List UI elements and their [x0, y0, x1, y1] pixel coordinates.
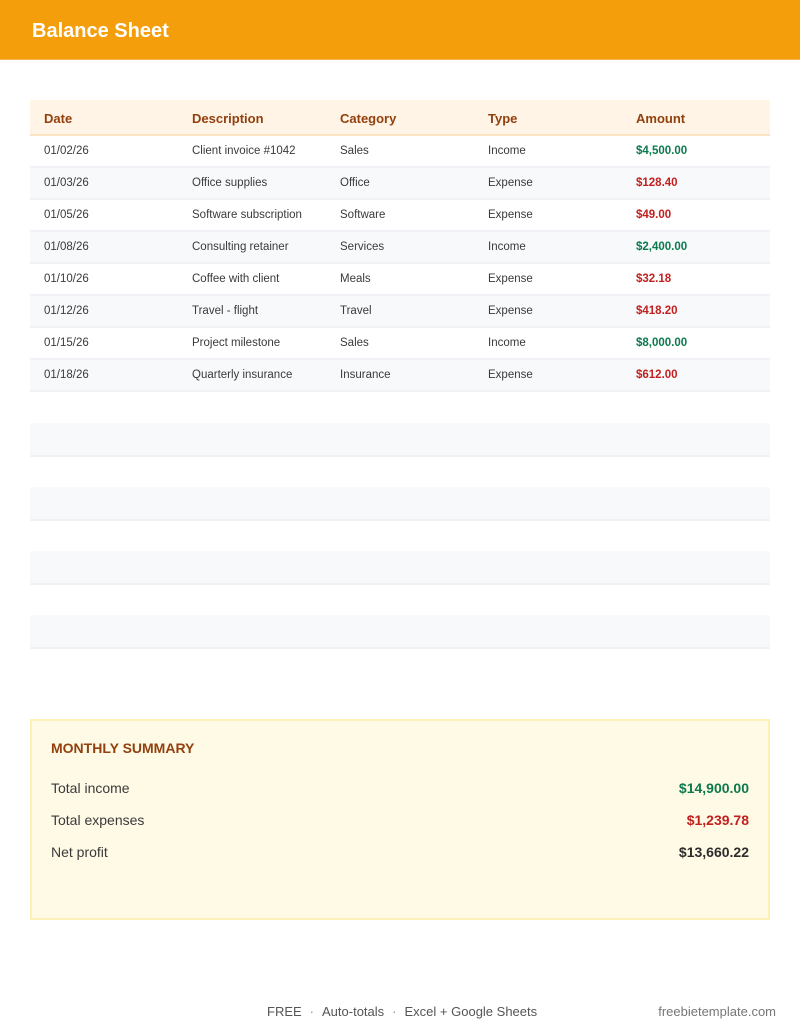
- cell-date[interactable]: 01/12/26: [44, 305, 89, 317]
- monthly-summary-box: [30, 719, 770, 920]
- cell-amount[interactable]: $49.00: [636, 209, 672, 221]
- cell-type[interactable]: Income: [488, 241, 526, 253]
- table-row[interactable]: [30, 168, 770, 200]
- cell-type[interactable]: Income: [488, 337, 526, 349]
- table-row[interactable]: [30, 328, 770, 360]
- table-row[interactable]: [30, 296, 770, 328]
- cell-category[interactable]: Meals: [340, 273, 371, 285]
- cell-description[interactable]: Office supplies: [192, 177, 268, 189]
- cell-date[interactable]: 01/18/26: [44, 369, 89, 381]
- site-link[interactable]: freebietemplate.com: [658, 1004, 776, 1019]
- cell-date[interactable]: 01/03/26: [44, 177, 89, 189]
- cell-description[interactable]: Consulting retainer: [192, 241, 289, 253]
- cell-description[interactable]: Software subscription: [192, 209, 302, 221]
- separator-dot: ·: [309, 1004, 315, 1019]
- net-profit-value: $13,660.22: [678, 844, 749, 860]
- page-title: Balance Sheet: [32, 20, 169, 42]
- cell-amount[interactable]: $4,500.00: [636, 145, 688, 157]
- total-expenses-line: [51, 812, 749, 832]
- cell-category[interactable]: Office: [340, 177, 370, 189]
- cell-type[interactable]: Expense: [488, 209, 533, 221]
- cell-amount[interactable]: $128.40: [636, 177, 678, 189]
- column-header-description: Description: [192, 110, 264, 126]
- cell-category[interactable]: Travel: [340, 305, 372, 317]
- footer: [0, 1004, 800, 1022]
- cell-date[interactable]: 01/05/26: [44, 209, 89, 221]
- column-header-amount: Amount: [636, 110, 686, 126]
- cell-amount[interactable]: $418.20: [636, 305, 678, 317]
- column-header-category: Category: [340, 110, 397, 126]
- cell-type[interactable]: Income: [488, 145, 526, 157]
- empty-row[interactable]: [30, 487, 770, 521]
- cell-type[interactable]: Expense: [488, 273, 533, 285]
- table-row[interactable]: [30, 232, 770, 264]
- total-expenses-value: $1,239.78: [686, 812, 749, 828]
- total-income-line: [51, 780, 749, 800]
- empty-row[interactable]: [30, 423, 770, 457]
- cell-date[interactable]: 01/08/26: [44, 241, 89, 253]
- table-row[interactable]: [30, 200, 770, 232]
- cell-description[interactable]: Quarterly insurance: [192, 369, 293, 381]
- cell-amount[interactable]: $2,400.00: [636, 241, 688, 253]
- table-header: [30, 100, 770, 136]
- total-income-value: $14,900.00: [678, 780, 749, 796]
- net-profit-line: [51, 844, 749, 864]
- cell-description[interactable]: Travel - flight: [192, 305, 259, 317]
- cell-type[interactable]: Expense: [488, 305, 533, 317]
- cell-amount[interactable]: $32.18: [636, 273, 672, 285]
- cell-description[interactable]: Client invoice #1042: [192, 145, 296, 157]
- footer-tag-auto-totals: Auto-totals: [322, 1004, 385, 1019]
- column-header-date: Date: [44, 110, 73, 126]
- summary-title: MONTHLY SUMMARY: [51, 740, 195, 756]
- header-bar: [0, 0, 800, 60]
- footer-tag-free: FREE: [267, 1004, 302, 1019]
- table-row[interactable]: [30, 360, 770, 392]
- table-row[interactable]: [30, 264, 770, 296]
- empty-row[interactable]: [30, 615, 770, 649]
- net-profit-label: Net profit: [51, 844, 108, 860]
- cell-description[interactable]: Project milestone: [192, 337, 281, 349]
- cell-amount[interactable]: $8,000.00: [636, 337, 688, 349]
- cell-type[interactable]: Expense: [488, 369, 533, 381]
- cell-date[interactable]: 01/02/26: [44, 145, 89, 157]
- column-header-type: Type: [488, 110, 518, 126]
- cell-date[interactable]: 01/15/26: [44, 337, 89, 349]
- table-row[interactable]: [30, 136, 770, 168]
- cell-category[interactable]: Software: [340, 209, 386, 221]
- table-body: [30, 136, 770, 392]
- empty-row[interactable]: [30, 551, 770, 585]
- cell-amount[interactable]: $612.00: [636, 369, 678, 381]
- separator-dot: ·: [392, 1004, 397, 1019]
- cell-description[interactable]: Coffee with client: [192, 273, 280, 285]
- total-expenses-label: Total expenses: [51, 812, 145, 828]
- footer-tags: [267, 1004, 537, 1019]
- footer-tag-platforms: Excel + Google Sheets: [404, 1004, 538, 1019]
- cell-type[interactable]: Expense: [488, 177, 533, 189]
- cell-category[interactable]: Insurance: [340, 369, 391, 381]
- cell-date[interactable]: 01/10/26: [44, 273, 89, 285]
- cell-category[interactable]: Sales: [340, 145, 369, 157]
- total-income-label: Total income: [51, 780, 130, 796]
- cell-category[interactable]: Sales: [340, 337, 369, 349]
- cell-category[interactable]: Services: [340, 241, 385, 253]
- ledger-table: [30, 100, 770, 392]
